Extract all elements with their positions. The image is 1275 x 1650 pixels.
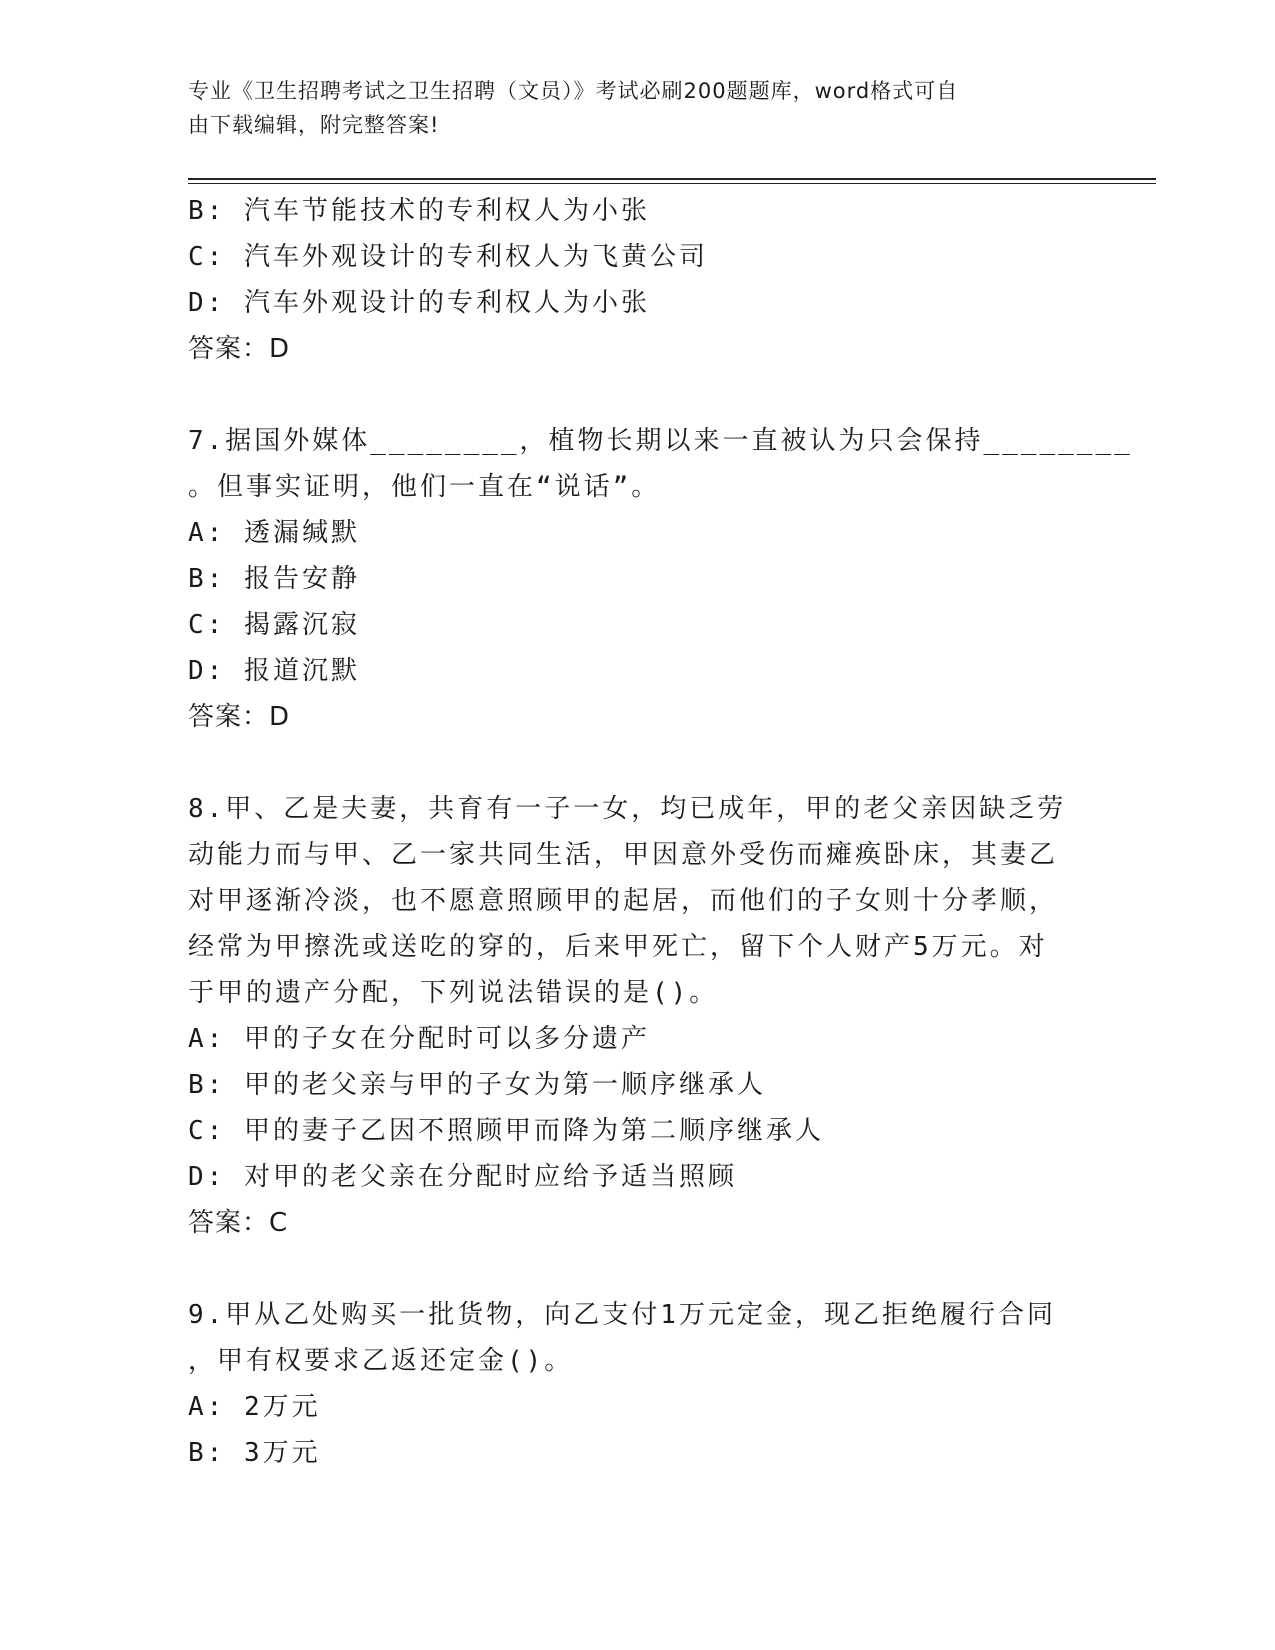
q8-option-c: C: 甲的妻子乙因不照顾甲而降为第二顺序继承人 xyxy=(188,1116,824,1146)
q6-option-d: D: 汽车外观设计的专利权人为小张 xyxy=(188,288,650,318)
header-line-1: 专业《卫生招聘考试之卫生招聘（文员）》考试必刷200题题库，word格式可自 xyxy=(188,79,959,103)
q8-option-d: D: 对甲的老父亲在分配时应给予适当照顾 xyxy=(188,1162,737,1192)
spacer xyxy=(188,372,1068,418)
document-body xyxy=(188,188,1133,1476)
q8-text-line-4: 经常为甲擦洗或送吃的穿的，后来甲死亡，留下个人财产5万元。对 xyxy=(188,932,1048,962)
q6-answer: 答案：D xyxy=(188,334,291,364)
header-divider-thin xyxy=(188,183,1156,184)
q8-option-b: B: 甲的老父亲与甲的子女为第一顺序继承人 xyxy=(188,1070,766,1100)
q9-text-line-2: ，甲有权要求乙返还定金()。 xyxy=(188,1346,574,1376)
q8-answer: 答案：C xyxy=(188,1208,289,1238)
q8-text-line-2: 动能力而与甲、乙一家共同生活，甲因意外受伤而瘫痪卧床，其妻乙 xyxy=(188,840,1059,870)
spacer xyxy=(188,740,1068,786)
q8-text-line-1: 8.甲、乙是夫妻，共育有一子一女，均已成年，甲的老父亲因缺乏劳 xyxy=(188,794,1067,824)
q6-option-c: C: 汽车外观设计的专利权人为飞黄公司 xyxy=(188,242,708,272)
q7-text-line-1: 7.据国外媒体________，植物长期以来一直被认为只会保持________ xyxy=(188,426,1133,456)
q7-text-line-2: 。但事实证明，他们一直在“说话”。 xyxy=(188,472,661,502)
q7-answer: 答案：D xyxy=(188,702,291,732)
q8-text-line-3: 对甲逐渐冷淡，也不愿意照顾甲的起居，而他们的子女则十分孝顺， xyxy=(188,886,1059,916)
header-divider-thick xyxy=(188,178,1156,180)
q9-option-a: A: 2万元 xyxy=(188,1392,321,1422)
q7-option-b: B: 报告安静 xyxy=(188,564,360,594)
spacer xyxy=(188,1246,1068,1292)
question-8 xyxy=(188,786,1068,1246)
q9-option-b: B: 3万元 xyxy=(188,1438,321,1468)
q9-text-line-1: 9.甲从乙处购买一批货物，向乙支付1万元定金，现乙拒绝履行合同 xyxy=(188,1300,1056,1330)
header-line-2: 由下载编辑，附完整答案! xyxy=(188,113,440,137)
q7-option-a: A: 透漏缄默 xyxy=(188,518,360,548)
question-9 xyxy=(188,1292,1068,1476)
question-6 xyxy=(188,188,1068,372)
q6-option-b: B: 汽车节能技术的专利权人为小张 xyxy=(188,196,650,226)
question-7 xyxy=(188,418,1133,740)
q8-option-a: A: 甲的子女在分配时可以多分遗产 xyxy=(188,1024,650,1054)
q8-text-line-5: 于甲的遗产分配，下列说法错误的是()。 xyxy=(188,978,719,1008)
q7-option-c: C: 揭露沉寂 xyxy=(188,610,360,640)
document-header xyxy=(188,74,1068,142)
q7-option-d: D: 报道沉默 xyxy=(188,656,360,686)
